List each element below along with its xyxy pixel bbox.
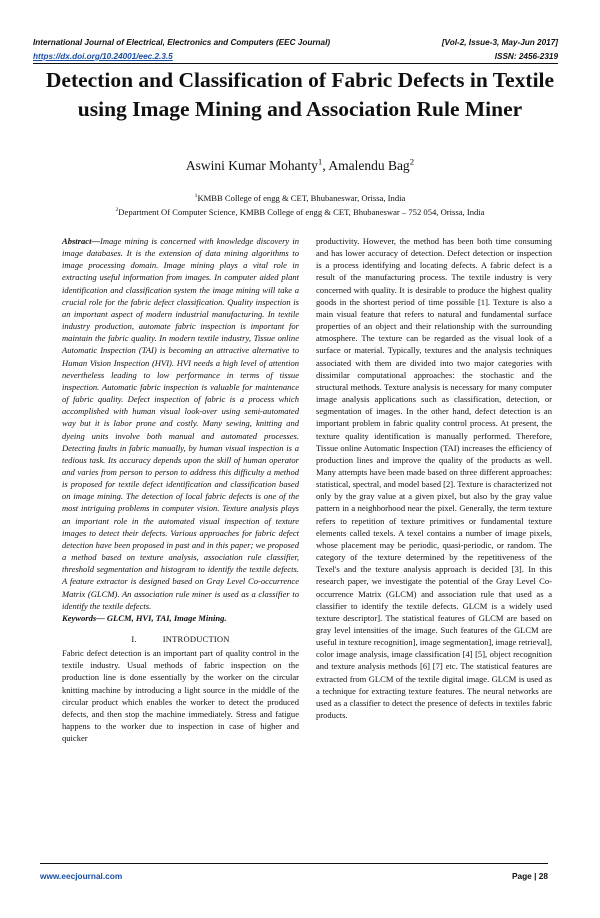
page-label: Page — [511, 871, 532, 881]
affiliation — [30, 207, 570, 217]
abstract — [62, 235, 299, 612]
author-separator: , — [322, 158, 329, 173]
paper-title: Detection and Classification of Fabric Defects in Textile using Image Mining and Association Rule Miner — [45, 68, 555, 121]
affiliation-mark: 2 — [115, 207, 119, 214]
affiliation-mark: 1 — [194, 193, 198, 200]
abstract-text: Image mining is concerned with knowledge discovery in image databases. It is the extension of data mining algorithms to image processing domain. Image mining plays a vital role in extracting useful information from images. In computer aided plant identification and classification system the image mining will take a crucial role for the fabric defect classification. Quality inspection is an important aspect of modern industrial manufacturing. In textile industry production, automate fabric inspection is important for maintain the fabric quality. In modern textile industry, Tissue online Automatic Inspection (TAI) is becoming an attractive alternative to Human Vision Inspection (HVI). HVI needs a high level of attention nevertheless leading to low performance in terms of tissue inspection. Automatic fabric inspection is valuable for maintenance of fabric quality. Defect inspection of fabric is a process which accomplished with human visual look-over using semi-automated way but it is labor prone and costly. Many sewing, knitting and dyeing units involve both manual and automated processes. Detecting faults in fabric manually, by human visual inspection is a tedious task. Its accuracy depends upon the skill of human operator and varies from person to person to address this difficulty a method is proposed for textile defect identification and classification based on image mining. The detection of local fabric defects is one of the most intriguing problems in computer vision. Texture analysis plays an important role in the automated visual inspection of texture images to detect their defects. Various approaches for fabric defect detection have been proposed in past and in this paper; we proposed a method based on texture analysis, association rule classifier, threshold segmentation and histogram to identify the textile defects. A feature extractor is designed based on Gray Level Co-occurrence Matrix (GLCM). An association rule miner is used as a classifier to identify the textile defects. — [62, 236, 299, 611]
intro-paragraph: Fabric defect detection is an important part of quality control in the textile industry. Usual methods of fabric inspection on the production line is done essentially by the worker on the circular knitting machine by introducing a light source in the middle of the circular product which enables the worker to detect the produced defects, and then stop the machine immediately. Stress and fatigue happens to the worker due to inspection in case of higher and quicker — [62, 648, 299, 744]
author-name: Amalendu Bag — [328, 158, 410, 173]
journal-website-link[interactable]: www.eecjournal.com — [40, 871, 123, 881]
doi-link[interactable]: https://dx.doi.org/10.24001/eec.2.3.5 — [33, 52, 173, 61]
author-list — [40, 158, 560, 174]
page-number: 28 — [538, 871, 548, 881]
left-column — [62, 235, 299, 744]
journal-name: International Journal of Electrical, Electronics and Computers (EEC Journal) — [33, 38, 331, 47]
issn: ISSN: 2456-2319 — [494, 52, 558, 61]
section-title: INTRODUCTION — [162, 634, 230, 644]
affiliation-mark: 1 — [317, 156, 323, 167]
volume-issue: [Vol-2, Issue-3, May-Jun 2017] — [441, 38, 558, 47]
section-number: I. — [131, 634, 137, 644]
right-column — [316, 235, 552, 721]
affiliation-text: Department Of Computer Science, KMBB College of engg & CET, Bhubaneswar – 752 054, Orissa, India — [118, 207, 485, 217]
author-name: Aswini Kumar Mohanty — [185, 158, 318, 173]
page-separator: | — [534, 871, 537, 881]
affiliation-mark: 2 — [409, 156, 415, 167]
section-heading — [62, 633, 299, 645]
intro-paragraph-continued: productivity. However, the method has been both time consuming and has lower accuracy of detection. Defect detection or inspection is a process identifying and locating defects. A fabric defect is a result of the manufacturing process. The textile industry is very concerned with quality. It is desirable to produce the highest quality goods in the shortest period of time possible [1]. Texture is also a main visual feature that refers to natural and fundamental surface properties of an object and their relationship with the surrounding atmosphere. The texture can be regarded as the visual look of a surface or material. Typically, textures and the analysis techniques associated with them are divided into two major categories with dissimilar computational approaches: the stochastic and the structural methods. Texture analysis is necessary for many computer image analysis applications such as classification, detection, or segmentation of images. In the other hand, defect detection is an important problem in fabric quality control process. At present, the texture quality identification is manually performed. Therefore, Tissue online Automatic Inspection (TAI) increases the efficiency of production lines and improve the quality of the products as well. Many attempts have been made based on three different approaches: statistical, spectral, and model based [2]. Texture is characterized not only by the gray value at a given pixel, but also by the gray value pattern in a neighborhood near the pixel. Generally, the term texture refers to repetition of texture primitives or fundamental texture elements called texels. A texel contains a number of image pixels, whose placement may be periodic, quasi-periodic, or random. The category of the texture determined by the repetitiveness of the Texel's and the texture analysis approach is decided [3]. In this research paper, we investigate the potential of the Gray Level Co-occurrence Matrix (GLCM) and association rule that used as a classifier to identify the textile defects. GLCM is a widely used texture descriptor]. The statistical features of GLCM are based on gray level intensities of the image. Such features of the GLCM are useful in texture recognition], image segmentation], image retrieval], color image analysis, image classification [4] [5], object recognition and texture analysis methods [6] [7] etc. The statistical features are extracted from GLCM of the textile digital image. GLCM is used as a technique for extracting texture features. The neural networks are used as a classifier to detect the presence of defects in textiles fabric products. — [316, 236, 552, 721]
header-divider — [33, 63, 558, 64]
keywords: Keywords— GLCM, HVI, TAI, Image Mining. — [62, 612, 227, 623]
abstract-label: Abstract— — [62, 236, 100, 246]
affiliation — [30, 193, 570, 203]
affiliation-text: KMBB College of engg & CET, Bhubaneswar, Orissa, India — [197, 193, 406, 203]
footer-divider — [40, 863, 548, 864]
page-number-label — [512, 871, 548, 881]
